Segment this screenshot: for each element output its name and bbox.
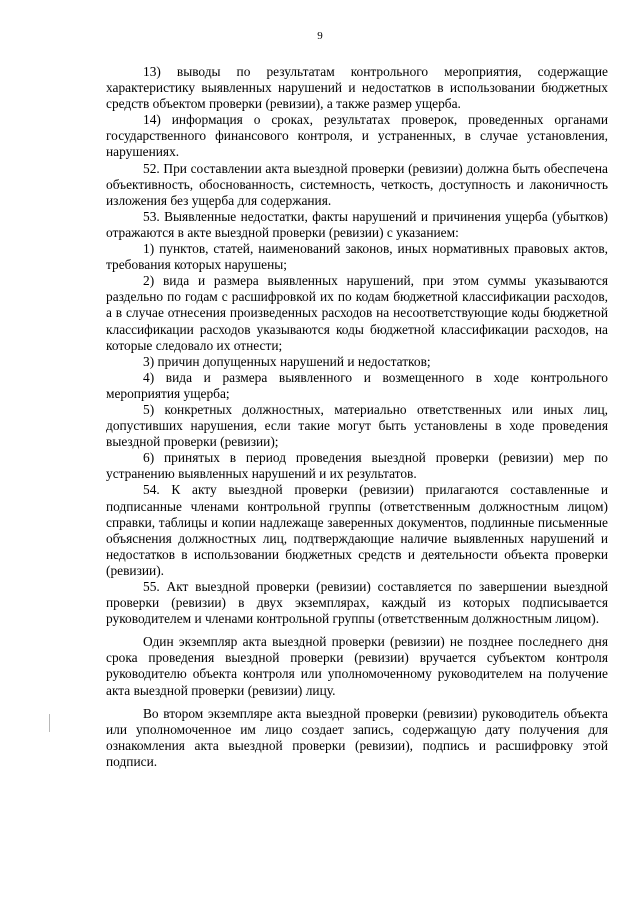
document-body	[106, 64, 608, 770]
paragraph-second-copy: Во втором экземпляре акта выездной проверки (ревизии) руководитель объекта или уполномоченное им лицо создает запись, содержащую дату получения для ознакомления акта выездной проверки (ревизии), подпись и расшифровку этой подписи.	[106, 705, 608, 769]
list-item-6: 6) принятых в период проведения выездной проверки (ревизии) мер по устранению выявленных нарушений и их результатов.	[106, 450, 608, 482]
paragraph-14-information: 14) информация о сроках, результатах проверок, проведенных органами государственного финансового контроля, и устраненных, в случае установления, нарушениях.	[106, 112, 608, 160]
list-item-1: 1) пунктов, статей, наименований законов, иных нормативных правовых актов, требования которых нарушены;	[106, 241, 608, 273]
paragraph-53: 53. Выявленные недостатки, факты нарушений и причинения ущерба (убытков) отражаются в акте выездной проверки (ревизии) с указанием:	[106, 208, 608, 240]
paragraph-54: 54. К акту выездной проверки (ревизии) прилагаются составленные и подписанные членами контрольной группы (ответственным должностным лицом) справки, таблицы и копии надлежаще заверенных документов, подлинные письменные объяснения должностных лиц, подтверждающие наличие выявленных нарушений и недостатков в использовании бюджетных средств и деятельности объекта проверки (ревизии).	[106, 482, 608, 578]
scan-margin-mark	[49, 714, 50, 732]
paragraph-52: 52. При составлении акта выездной проверки (ревизии) должна быть обеспечена объективность, обоснованность, системность, четкость, доступность и лаконичность изложения без ущерба для содержания.	[106, 160, 608, 208]
paragraph-first-copy: Один экземпляр акта выездной проверки (ревизии) не позднее последнего дня срока проведения выездной проверки (ревизии) вручается субъектом контроля руководителю объекта контроля или уполномоченному руководителем на получение акта выездной проверки (ревизии) лицу.	[106, 634, 608, 698]
list-item-3: 3) причин допущенных нарушений и недостатков;	[143, 353, 431, 369]
page-number: 9	[317, 30, 323, 42]
list-item-5: 5) конкретных должностных, материально ответственных или иных лиц, допустивших нарушения, если такие могут быть установлены в ходе проведения выездной проверки (ревизии);	[106, 401, 608, 450]
list-item-2: 2) вида и размера выявленных нарушений, при этом суммы указываются раздельно по годам с расшифровкой их по кодам бюджетной классификации расходов, а в случае отнесения произведенных расходов на несоответствующие коды бюджетной классификации расходов указываются коды бюджетной классификации расходов, на которые следовало их отнести;	[106, 273, 608, 353]
list-item-4: 4) вида и размера выявленного и возмещенного в ходе контрольного мероприятия ущерба;	[106, 369, 608, 401]
paragraph-13-conclusions: 13) выводы по результатам контрольного мероприятия, содержащие характеристику выявленных нарушений и недостатков в использовании бюджетных средств объектом проверки (ревизии), а также размер ущерба.	[106, 64, 608, 112]
paragraph-55: 55. Акт выездной проверки (ревизии) составляется по завершении выездной проверки (ревизии) в двух экземплярах, каждый из которых подписывается руководителем и членами контрольной группы (ответственным должностным лицом).	[106, 579, 608, 627]
